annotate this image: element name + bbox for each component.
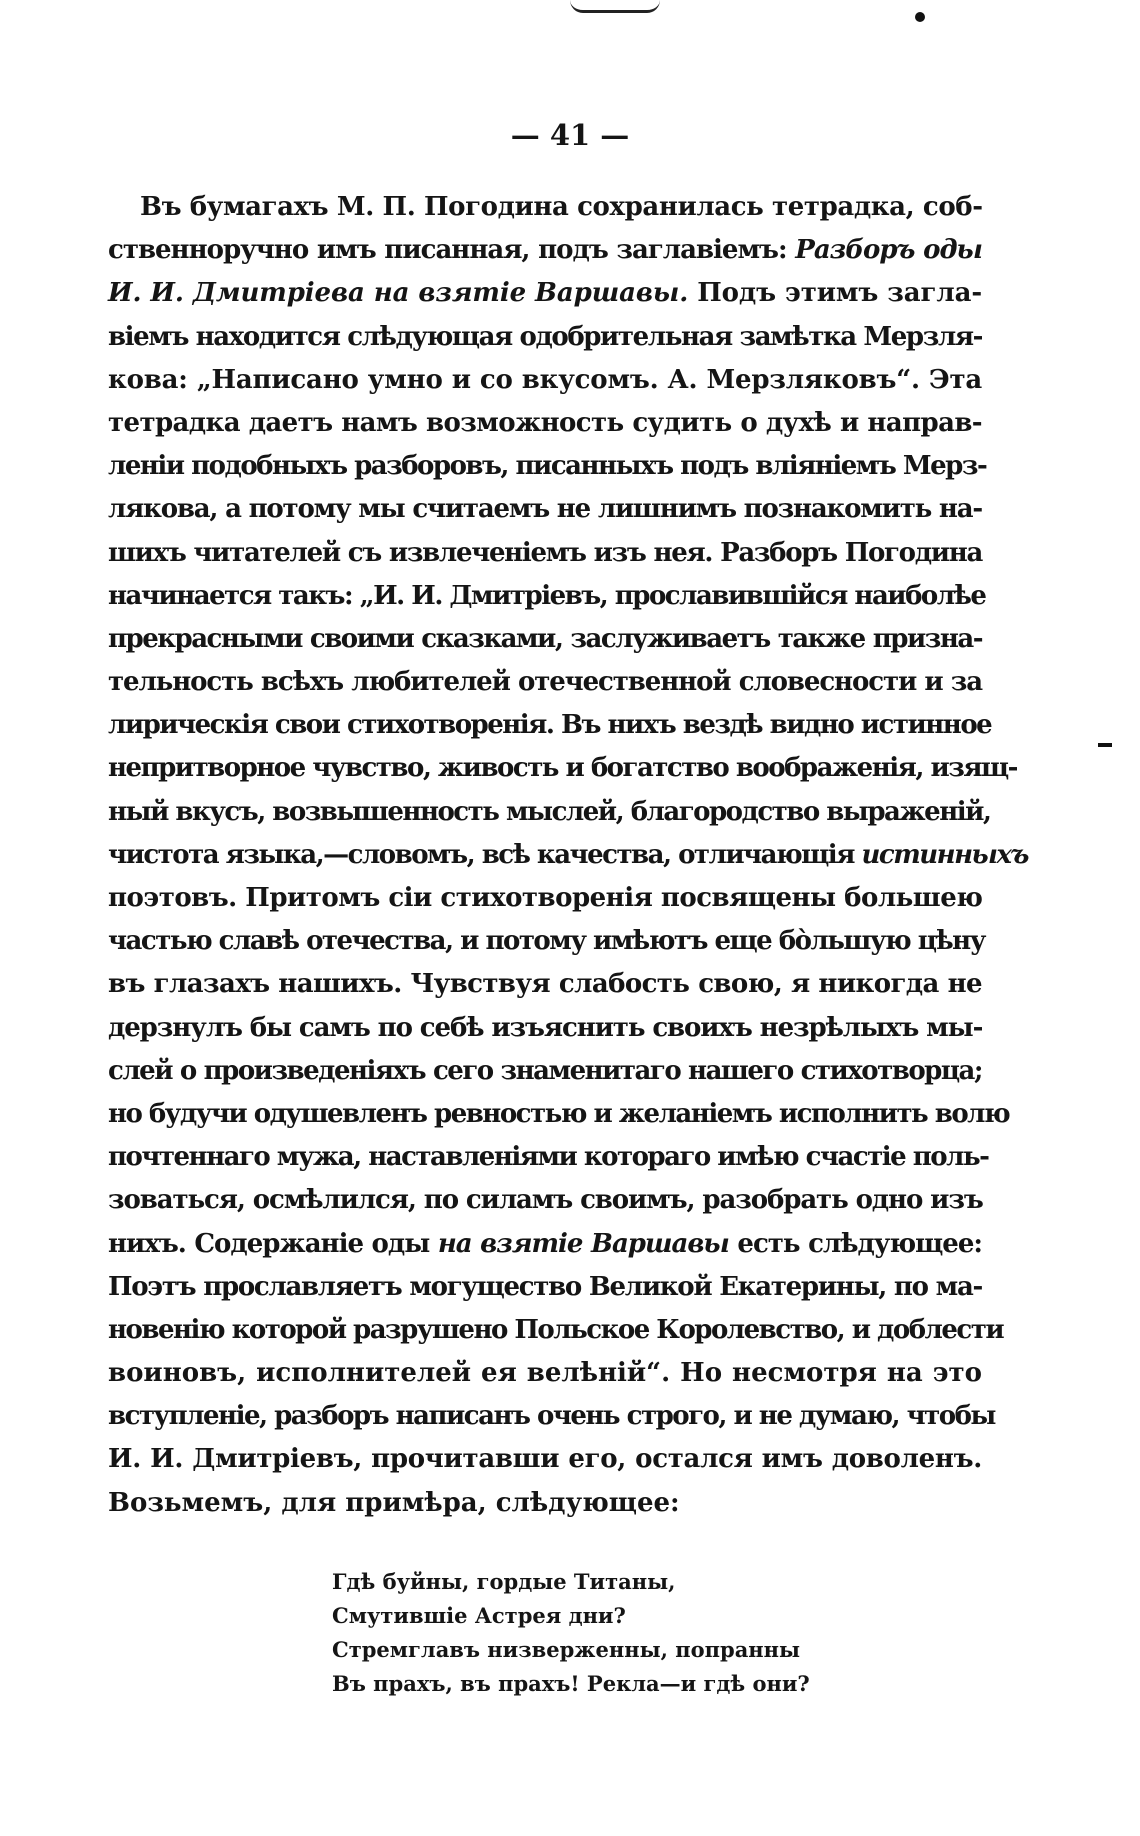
text-line: въ глазахъ нашихъ. Чувствуя слабость свою, я никогда не	[108, 969, 982, 1000]
text-line: И. И. Дмитріевъ, прочитавши его, остался имъ доволенъ.	[108, 1444, 982, 1475]
text-line: Возьмемъ, для примѣра, слѣдующее:	[108, 1487, 680, 1518]
text-line: Поэтъ прославляетъ могущество Великой Екатерины, по ма-	[108, 1271, 982, 1302]
text-line	[108, 272, 982, 315]
margin-dash	[1098, 743, 1112, 747]
text-line: лирическія свои стихотворенія. Въ нихъ вездѣ видно истинное	[108, 710, 992, 741]
text-line: зоваться, осмѣлился, по силамъ своимъ, разобрать одно изъ	[108, 1185, 983, 1216]
text-line: кова: „Написано умно и со вкусомъ. А. Мерзляковъ“. Эта	[108, 364, 982, 395]
text-line: частью славѣ отечества, и потому имѣютъ еще бо̀льшую цѣну	[108, 926, 985, 957]
text-line: воиновъ, исполнителей ея велѣній“. Но несмотря на это	[108, 1358, 982, 1389]
text-line: Въ бумагахъ М. П. Погодина сохранилась тетрадка, соб-	[140, 192, 983, 222]
text-line: прекрасными своими сказками, заслуживаетъ также призна-	[108, 623, 982, 654]
text-line: новенію которой разрушено Польское Королевство, и доблести	[108, 1314, 1004, 1345]
text-line: віемъ находится слѣдующая одобрительная замѣтка Мерзля-	[108, 321, 983, 352]
text-line: непритворное чувство, живость и богатство воображенія, изящ-	[108, 753, 1017, 784]
text-line: почтеннаго мужа, наставленіями котораго имѣю счастіе поль-	[108, 1142, 989, 1173]
verse-line: Въ прахъ, въ прахъ! Рекла—и гдѣ они?	[332, 1671, 810, 1696]
text-span: ственноручно имъ писанная, подъ заглавіемъ:	[108, 235, 787, 266]
corner-dot	[915, 12, 925, 22]
body-text	[108, 186, 1028, 1525]
text-line: но будучи одушевленъ ревностью и желаніемъ исполнить волю	[108, 1098, 1010, 1129]
top-edge-mark	[570, 0, 660, 13]
text-line: поэтовъ. Притомъ сіи стихотворенія посвящены большею	[108, 883, 983, 913]
text-line	[108, 229, 982, 272]
text-line: лякова, а потому мы считаемъ не лишнимъ познакомить на-	[108, 494, 982, 525]
verse-line: Стремглавъ низверженны, попранны	[332, 1637, 801, 1662]
text-span: Подъ этимъ загла-	[697, 278, 983, 309]
text-line: начинается такъ: „И. И. Дмитріевъ, прославившійся наиболѣе	[108, 580, 986, 611]
verse-line: Гдѣ буйны, гордые Титаны,	[332, 1569, 676, 1594]
text-line: дерзнулъ бы самъ по себѣ изъяснить своихъ незрѣлыхъ мы-	[108, 1012, 983, 1043]
italic-title: Разборъ оды	[795, 235, 982, 266]
page-number: — 41 —	[510, 118, 630, 152]
text-span: нихъ. Содержаніе оды	[108, 1228, 430, 1259]
text-line: вступленіе, разборъ написанъ очень строго, и не думаю, чтобы	[108, 1401, 995, 1432]
text-line	[108, 1223, 982, 1266]
text-span: есть слѣдующее:	[737, 1228, 982, 1259]
text-span: чистота языка,—словомъ, всѣ качества, отличающія	[108, 839, 854, 870]
text-line: тельность всѣхъ любителей отечественной словесности и за	[108, 667, 982, 698]
text-line: тетрадка даетъ намъ возможность судить о духѣ и направ-	[108, 407, 982, 438]
italic-word: истинныхъ	[861, 839, 1028, 870]
text-line: шихъ читателей съ извлеченіемъ изъ нея. Разборъ Погодина	[108, 537, 982, 568]
text-line: леніи подобныхъ разборовъ, писанныхъ подъ вліяніемъ Мерз-	[108, 451, 987, 482]
italic-title: на взятіе Варшавы	[437, 1228, 729, 1259]
text-line	[108, 834, 1028, 877]
italic-title: И. И. Дмитріева на взятіе Варшавы.	[108, 278, 689, 309]
text-line: слей о произведеніяхъ сего знаменитаго нашего стихотворца;	[108, 1055, 982, 1086]
verse-line: Смутившіе Астрея дни?	[332, 1603, 626, 1628]
text-line: ный вкусъ, возвышенность мыслей, благородство выраженій,	[108, 796, 991, 827]
verse-quote	[332, 1565, 810, 1701]
